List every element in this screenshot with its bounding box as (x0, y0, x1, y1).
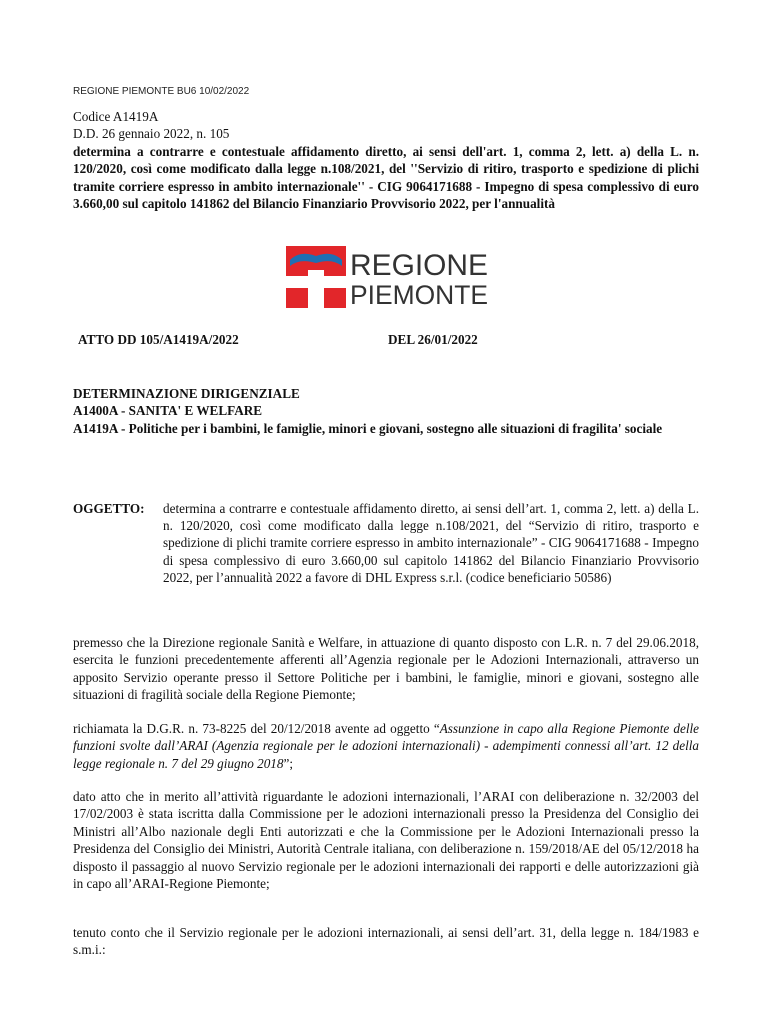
richiamata-italic-subject: Assunzione in capo alla Regione Piemonte delle funzioni svolte dall’ARAI (Agenzia regionale per le adozioni internazionali) - adempimenti connessi all’art. 12 della legge regionale n. 7 del 29 giugno 2018 (73, 721, 700, 771)
richiamata-end: ”; (283, 755, 294, 771)
document-title: determina a contrarre e contestuale affidamento diretto, ai sensi dell'art. 1, comma 2, lett. a) della L. n. 120/2020, così come modificato dalla legge n.108/2021, del ''Servizio di ritiro, trasporto e spedizione di plichi tramite corriere espresso in ambito internazionale'' - CIG 9064171688 - Impegno di spesa complessivo di euro 3.660,00 sul capitolo 141862 del Bilancio Finanziario Provvisorio 2022, per l'annualità (73, 143, 699, 212)
logo-cross-vertical (308, 270, 324, 308)
regione-piemonte-logo (286, 246, 490, 308)
oggetto-block (73, 500, 699, 586)
det-direction: A1400A - SANITA' E WELFARE (73, 403, 263, 419)
determinazione-block (73, 385, 699, 437)
logo-text-piemonte: PIEMONTE (350, 280, 488, 308)
document-heading (73, 108, 699, 212)
oggetto-label: OGGETTO: (73, 501, 145, 516)
bulletin-header: REGIONE PIEMONTE BU6 10/02/2022 (73, 86, 250, 97)
det-sector: A1419A - Politiche per i bambini, le famiglie, minori e giovani, sostegno alle situazioni di fragilita' sociale (73, 420, 663, 436)
atto-date: DEL 26/01/2022 (388, 332, 478, 347)
det-type: DETERMINAZIONE DIRIGENZIALE (73, 386, 300, 401)
document-dd-number: D.D. 26 gennaio 2022, n. 105 (73, 126, 230, 142)
oggetto-text: determina a contrarre e contestuale affidamento diretto, ai sensi dell’art. 1, comma 2, lett. a) della L. n. 120/2020, così come modificato dalla legge n.108/2021, del “Servizio di ritiro, trasporto e spedizione di plichi tramite corriere espresso in ambito internazionale” - CIG 9064171688 - Impegno di spesa complessivo di euro 3.660,00 sul capitolo 141862 del Bilancio Finanziario Provvisorio 2022, per l’annualità 2022 a favore di DHL Express s.r.l. (codice beneficiario 50586) (163, 501, 699, 585)
document-code: Codice A1419A (73, 109, 159, 124)
paragraph-tenuto-conto: tenuto conto che il Servizio regionale per le adozioni internazionali, ai sensi dell’art. 31, della legge n. 184/1983 e s.m.i.: (73, 925, 699, 958)
paragraph-richiamata (73, 720, 699, 772)
logo-text-regione: REGIONE (350, 249, 488, 282)
logo-cross-horizontal (286, 276, 346, 288)
atto-number: ATTO DD 105/A1419A/2022 (78, 332, 239, 347)
richiamata-text: richiamata la D.G.R. n. 73-8225 del 20/12/2018 avente ad oggetto “ (73, 721, 440, 736)
paragraph-dato-atto: dato atto che in merito all’attività riguardante le adozioni internazionali, l’ARAI con deliberazione n. 32/2003 del 17/02/2003 è stata iscritta dalla Commissione per le adozioni internazionali presso la Presidenza del Consiglio dei Ministri all’Albo nazionale degli Enti autorizzati e che la Commissione per le Adozioni Internazionali presso la Presidenza del Consiglio dei Ministri, Autorità Centrale italiana, con deliberazione n. 159/2018/AE del 05/12/2018 ha disposto il passaggio al nuovo Servizio regionale per le adozioni internazionali dei rapporti e delle autorizzazioni già in capo all’ARAI-Regione Piemonte; (73, 789, 699, 892)
paragraph-premesso: premesso che la Direzione regionale Sanità e Welfare, in attuazione di quanto disposto con L.R. n. 7 del 29.06.2018, esercita le funzioni precedentemente afferenti all’Agenzia regionale per le Adozioni Internazionali, attraverso un apposito Servizio operante presso il Settore Politiche per i bambini, le famiglie, minori e giovani, sostegno alle situazioni di fragilità sociale della Regione Piemonte; (73, 635, 699, 703)
